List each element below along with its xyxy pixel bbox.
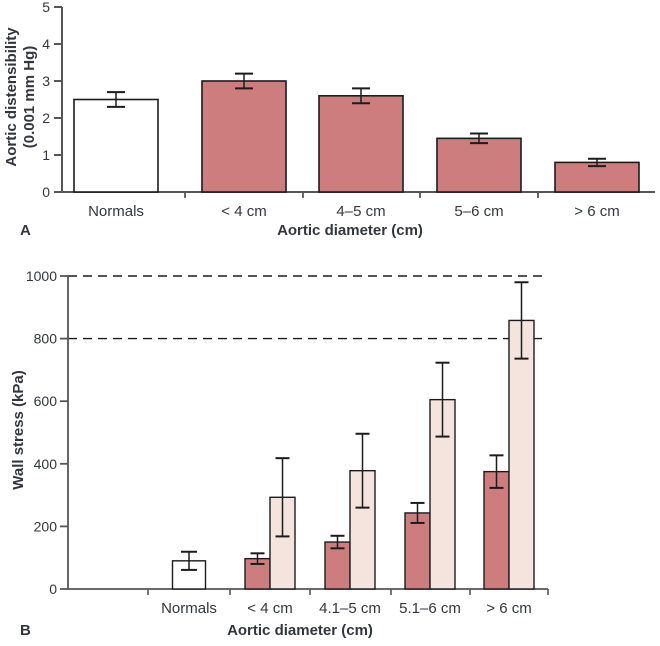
chart-a-x-axis-title: Aortic diameter (cm) [277,222,423,239]
dark-pink-bar-3 [405,513,430,589]
x-category-label: 4–5 cm [336,203,386,220]
chart-b-x-axis-title: Aortic diameter (cm) [227,622,373,639]
y-tick-label: 600 [33,393,57,410]
x-category-label: > 6 cm [486,600,532,617]
y-tick-label: 4 [42,36,50,52]
y-tick-label: 1 [42,147,50,163]
chart-a-plot [42,0,655,220]
x-category-label: Normals [161,600,217,617]
x-category-label: Normals [88,203,144,220]
chart-a-y-axis-title-line1: Aortic distensibility [3,27,20,167]
chart-b-svg [0,250,660,646]
chart-b-y-axis-title: Wall stress (kPa) [10,370,27,490]
chart-b-axis [68,276,548,589]
x-category-label: < 4 cm [221,203,267,220]
light-pink-bar-4 [509,320,534,589]
y-tick-label: 2 [42,110,50,126]
bar-a-2 [319,96,403,192]
chart-b-plot [26,268,548,617]
bar-a-0 [74,100,158,193]
y-tick-label: 5 [42,0,50,15]
y-tick-label: 1000 [25,268,57,284]
x-category-label: > 6 cm [574,203,620,220]
x-category-label: 5.1–6 cm [399,600,461,617]
chart-a-svg [0,0,660,250]
y-tick-label: 0 [42,184,50,200]
panel-a-letter: A [20,222,31,239]
dark-pink-bar-4 [484,472,509,589]
y-tick-label: 3 [42,73,50,89]
y-tick-label: 400 [33,455,57,472]
panel-b-letter: B [20,622,31,639]
y-tick-label: 0 [49,581,57,597]
x-category-label: 5–6 cm [454,203,504,220]
x-category-label: < 4 cm [247,600,293,617]
chart-a-y-axis-title [3,27,39,166]
y-tick-label: 800 [33,330,57,347]
y-tick-label: 200 [33,518,57,535]
x-category-label: 4.1–5 cm [319,600,381,617]
chart-a-y-axis-title-line2: (0.001 mm Hg) [21,45,38,149]
bar-a-3 [437,138,521,192]
bar-a-1 [202,81,286,192]
